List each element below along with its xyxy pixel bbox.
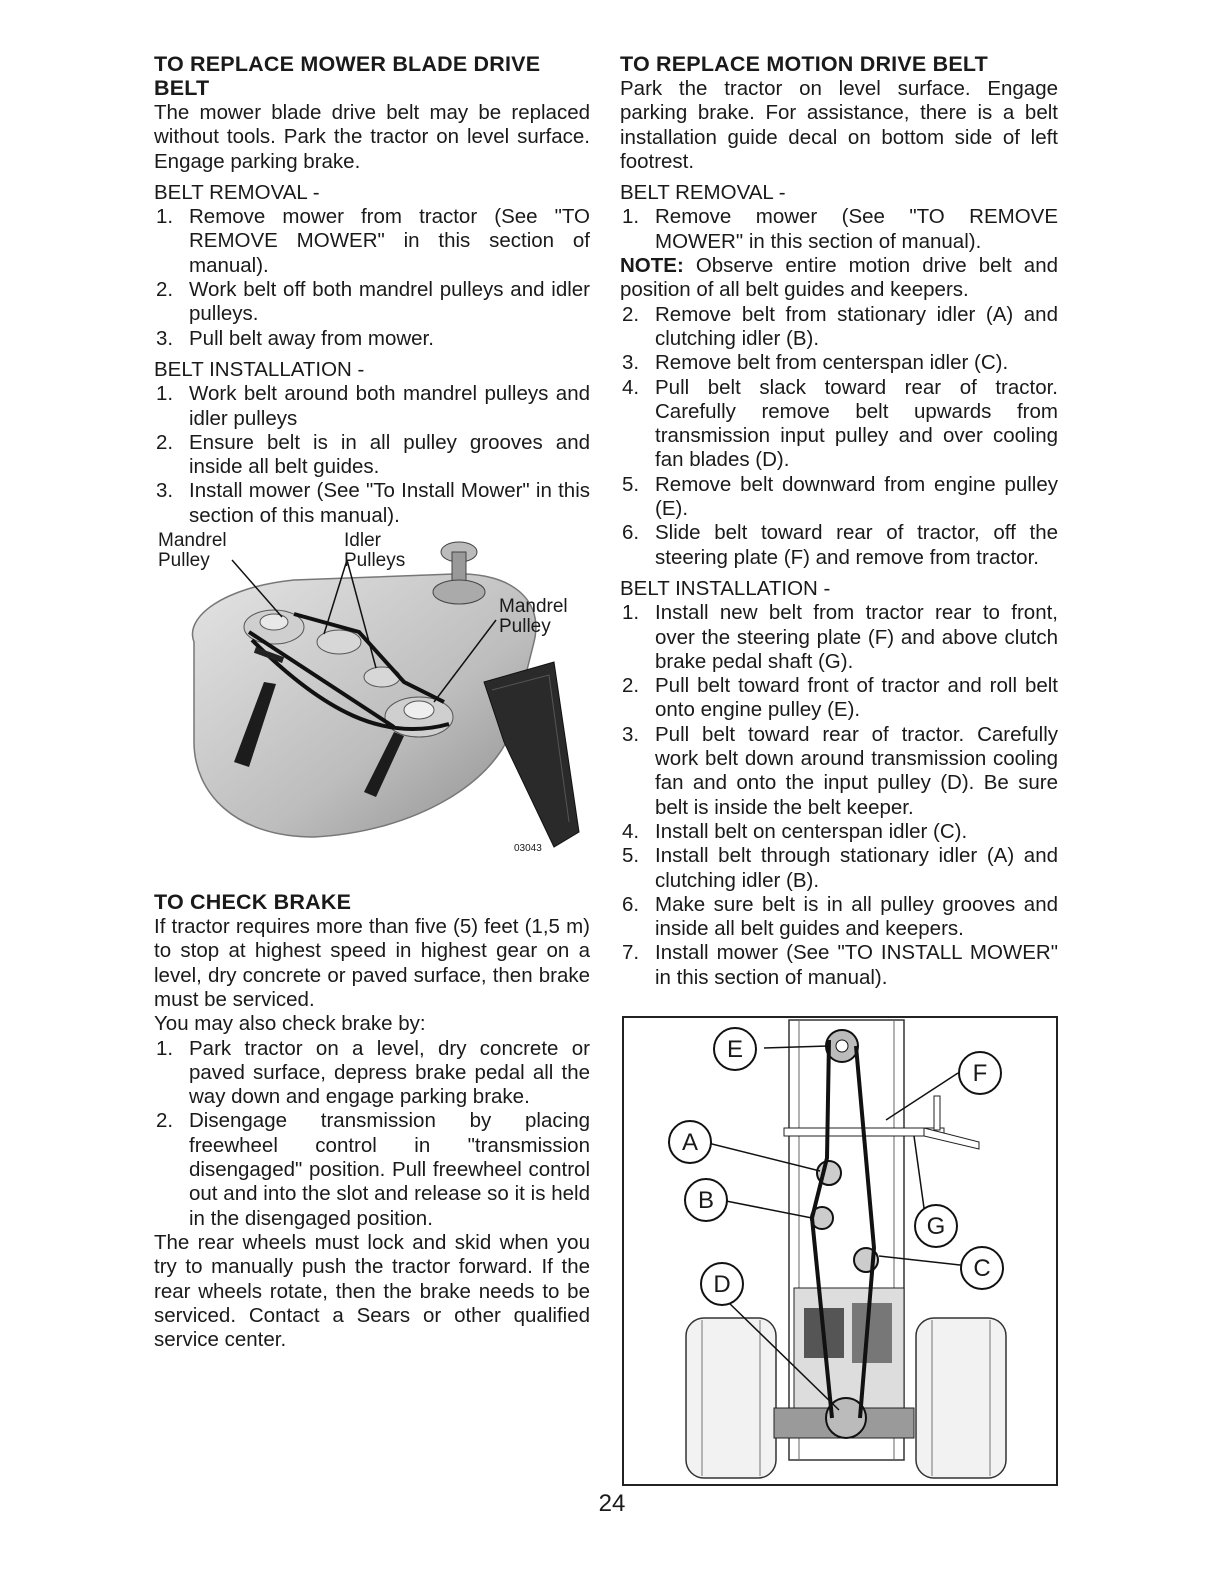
label-pulley-1: Pulley [158, 550, 210, 572]
motion-belt-title: TO REPLACE MOTION DRIVE BELT [620, 52, 988, 76]
list-item: 1. Install new belt from tractor rear to front, over the steering plate (F) and above clutch brake pedal shaft (G). [622, 601, 1058, 673]
list-item: 3. Pull belt away from mower. [156, 326, 434, 350]
figure-code: 03043 [514, 843, 542, 855]
motion-install-steps [620, 601, 1058, 990]
blade-removal-steps [154, 205, 590, 351]
label-mandrel-2: Mandrel [499, 596, 568, 618]
list-item: 5. Install belt through stationary idler (A) and clutching idler (B). [622, 844, 1058, 892]
list-item: 1. Park tractor on a level, dry concrete or paved surface, depress brake pedal all the way down and engage parking brake. [156, 1036, 590, 1109]
callout-e: E [713, 1027, 757, 1071]
motion-removal-step-1 [620, 205, 1058, 254]
list-item: 2. Ensure belt is in all pulley grooves and inside all belt guides. [156, 430, 590, 479]
motion-install-heading: BELT INSTALLATION - [620, 576, 831, 600]
list-item: 5. Remove belt downward from engine pulley (E). [622, 472, 1058, 521]
check-brake-steps [154, 1037, 590, 1231]
callout-g: G [914, 1204, 958, 1248]
motion-note [620, 254, 1058, 303]
list-item: 2. Pull belt toward front of tractor and roll belt onto engine pulley (E). [622, 674, 1058, 722]
note-label: NOTE: [620, 254, 684, 278]
callout-c: C [960, 1246, 1004, 1290]
blade-install-heading: BELT INSTALLATION - [154, 357, 365, 381]
list-item: 4. Pull belt slack toward rear of tractor. Carefully remove belt upwards from transmission input pulley and over cooling fan blades (D). [622, 375, 1058, 472]
callout-a: A [668, 1120, 712, 1164]
right-column [620, 52, 1058, 990]
mower-deck-figure [154, 532, 590, 882]
label-pulleys: Pulleys [344, 550, 406, 572]
label-pulley-2: Pulley [499, 616, 551, 638]
motion-removal-heading: BELT REMOVAL - [620, 181, 786, 205]
list-item: 6. Make sure belt is in all pulley grooves and inside all belt guides and keepers. [622, 892, 1058, 941]
check-brake-p2: You may also check brake by: [154, 1012, 426, 1036]
callout-b: B [684, 1178, 728, 1222]
motion-removal-steps [620, 303, 1058, 570]
page-number: 24 [598, 1490, 626, 1517]
list-item: 6. Slide belt toward rear of tractor, off the steering plate (F) and remove from tractor. [622, 521, 1058, 569]
callout-f: F [958, 1051, 1002, 1095]
list-item: 3. Remove belt from centerspan idler (C). [622, 351, 1009, 375]
motion-belt-intro: Park the tractor on level surface. Engage parking brake. For assistance, there is a belt installation guide decal on bottom side of left footrest. [620, 77, 1058, 173]
list-item: 3. Pull belt toward rear of tractor. Carefully work belt down around transmission cooling fan and onto the input pulley (D). Be sure belt is inside the belt keeper. [622, 722, 1058, 819]
left-column [154, 52, 590, 1352]
check-brake-p3: The rear wheels must lock and skid when you try to manually push the tractor forward. If the rear wheels rotate, then the brake needs to be serviced. Contact a Sears or other qualified service center. [154, 1230, 590, 1352]
label-idler: Idler [344, 530, 381, 552]
list-item: 2. Work belt off both mandrel pulleys and idler pulleys. [156, 278, 590, 326]
list-item: 4. Install belt on centerspan idler (C). [622, 819, 968, 843]
blade-belt-intro: The mower blade drive belt may be replaced without tools. Park the tractor on level surface. Engage parking brake. [154, 101, 590, 173]
list-item: 1. Remove mower (See "TO REMOVE MOWER" in this section of manual). [622, 205, 1058, 253]
callout-d: D [700, 1262, 744, 1306]
list-item: 2. Remove belt from stationary idler (A) and clutching idler (B). [622, 302, 1058, 350]
tractor-belt-figure [622, 1016, 1058, 1486]
blade-belt-title: TO REPLACE MOWER BLADE DRIVE BELT [154, 52, 541, 100]
list-item: 1. Work belt around both mandrel pulleys and idler pulleys [156, 382, 590, 430]
blade-removal-heading: BELT REMOVAL - [154, 180, 320, 204]
list-item: 7. Install mower (See "TO INSTALL MOWER" in this section of manual). [622, 941, 1058, 989]
list-item: 3. Install mower (See "To Install Mower" in this section of this manual). [156, 479, 590, 527]
check-brake-p1: If tractor requires more than five (5) feet (1,5 m) to stop at highest speed in highest gear on a level, dry concrete or paved surface, then brake must be serviced. [154, 915, 590, 1011]
mower-deck-illustration [154, 532, 590, 882]
list-item: 1. Remove mower from tractor (See "TO REMOVE MOWER" in this section of manual). [156, 205, 590, 277]
list-item: 2. Disengage transmission by placing freewheel control in "transmission disengaged" position. Pull freewheel control out and into the slot and release so it is held in the disengaged position. [156, 1109, 590, 1230]
blade-install-steps [154, 382, 590, 528]
label-mandrel-1: Mandrel [158, 530, 227, 552]
check-brake-title: TO CHECK BRAKE [154, 890, 352, 915]
note-text: Observe entire motion drive belt and position of all belt guides and keepers. [620, 254, 1058, 302]
